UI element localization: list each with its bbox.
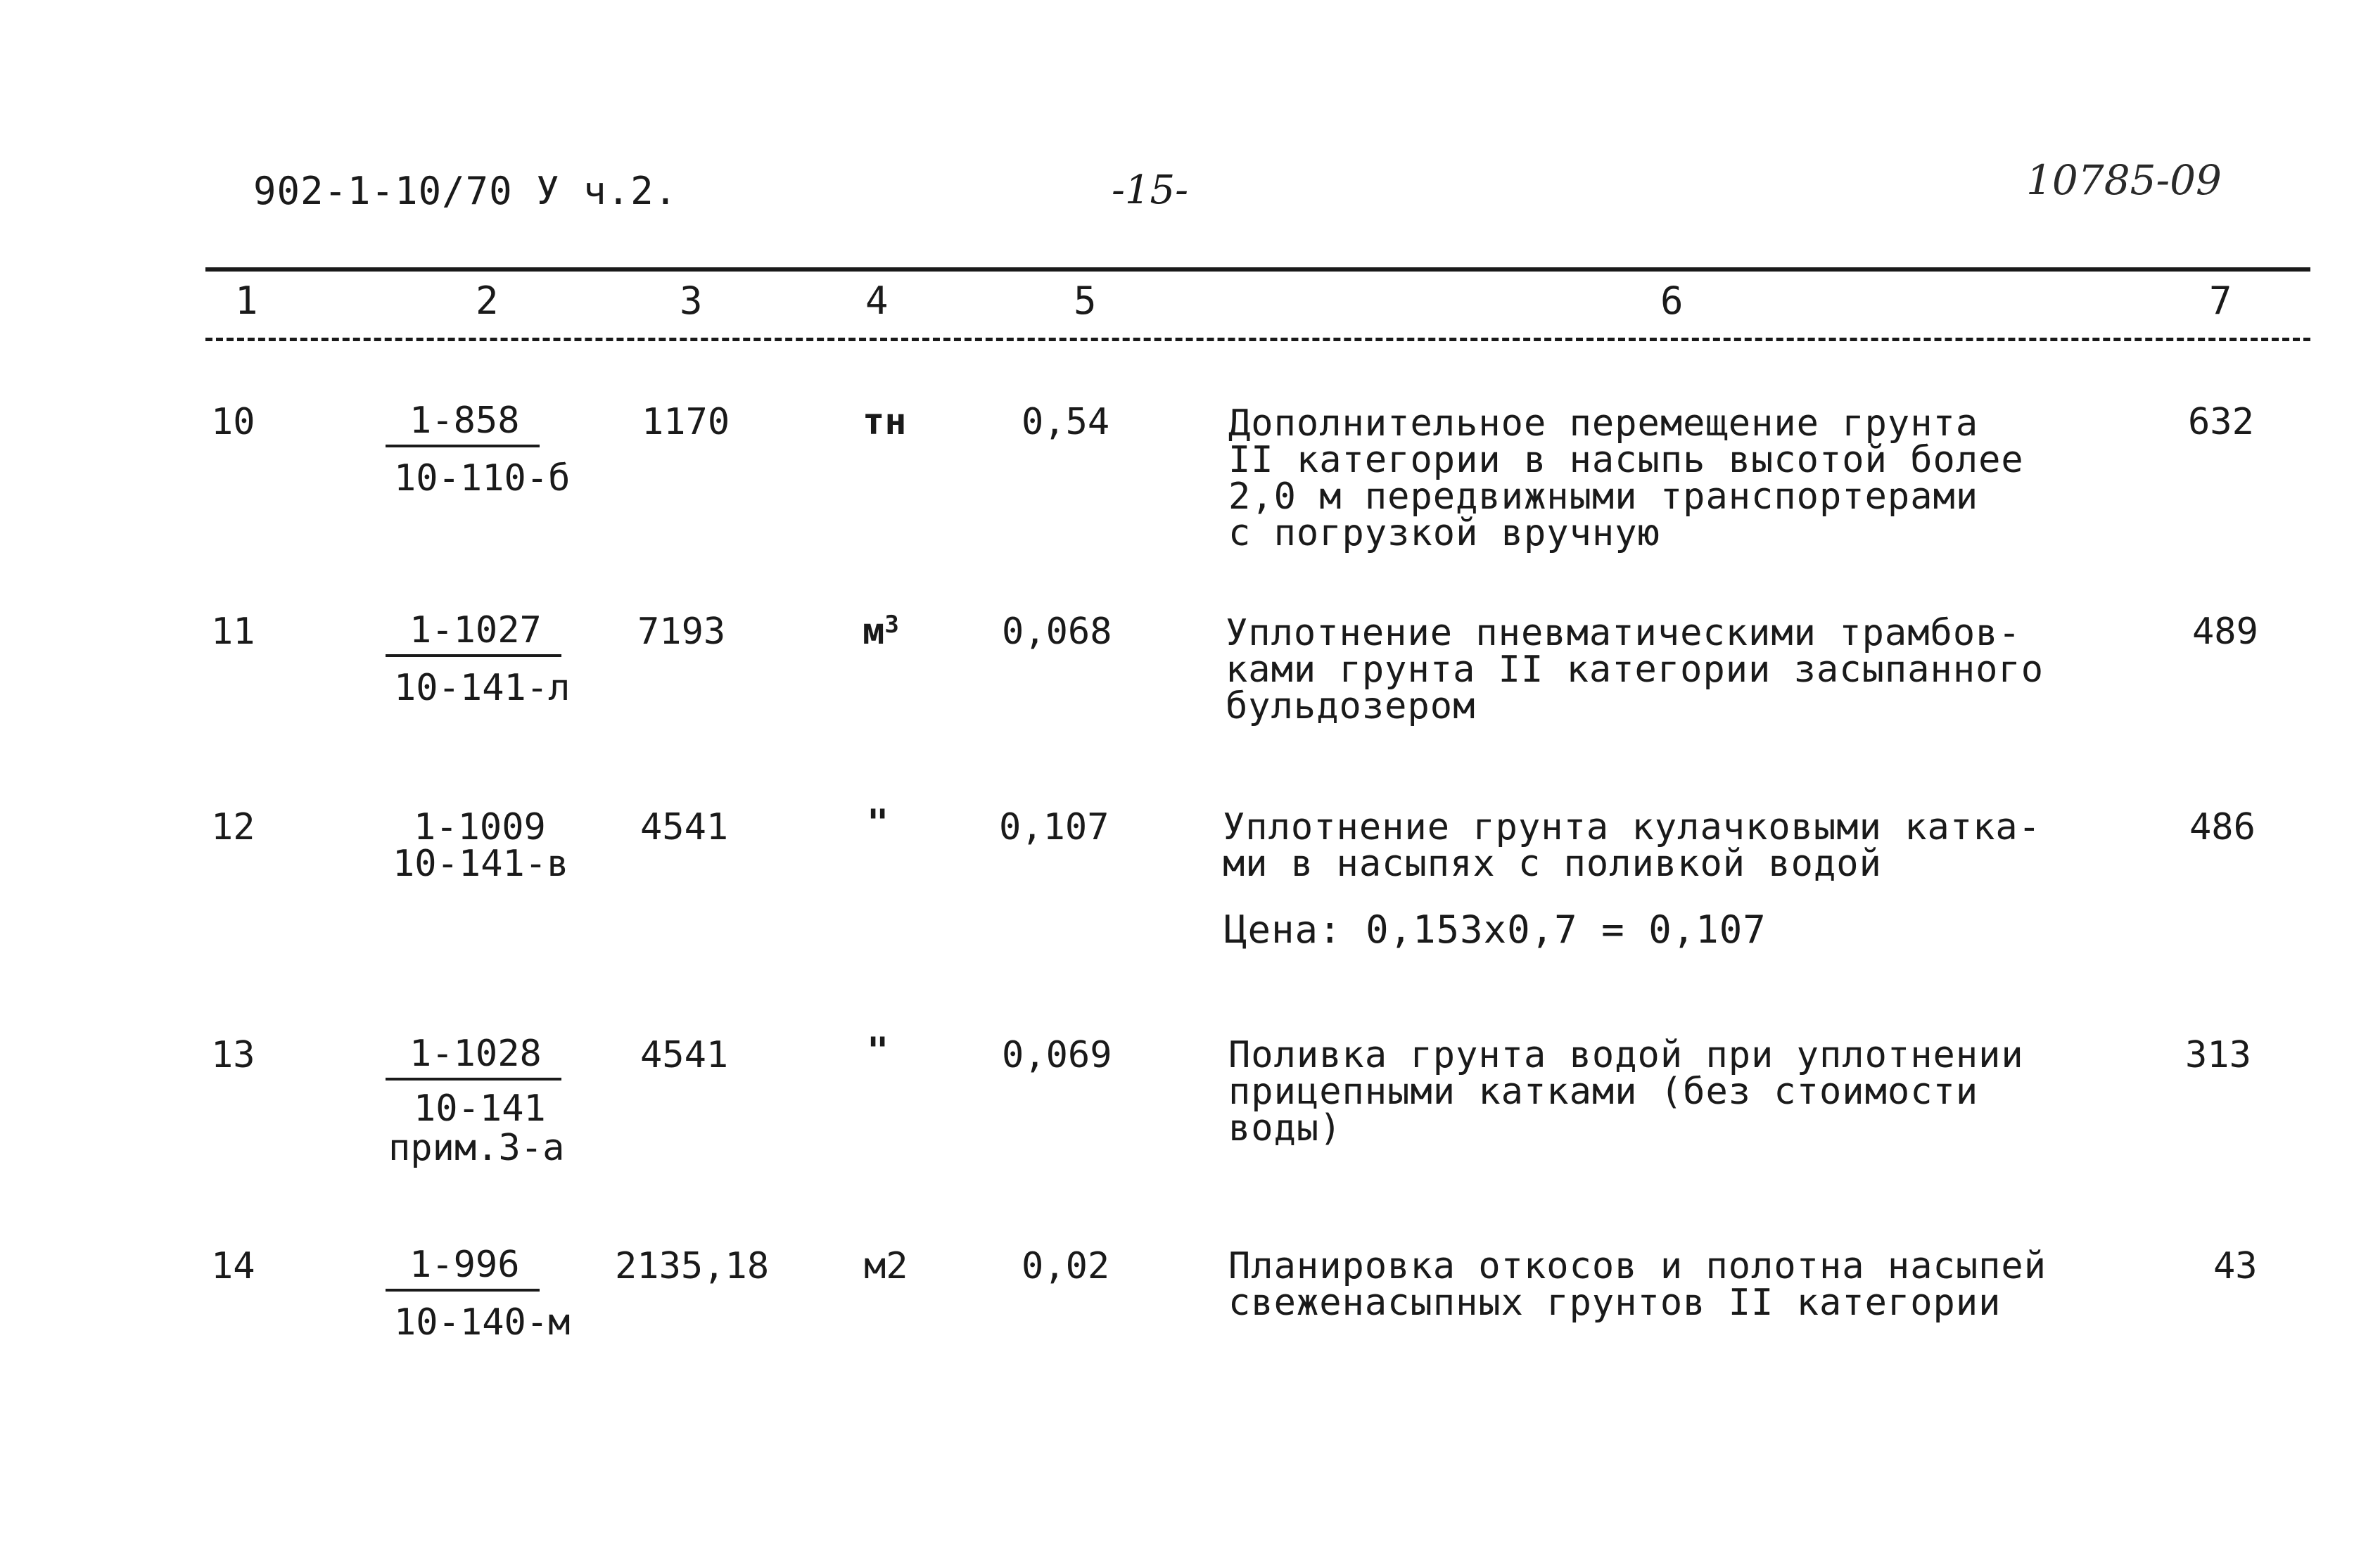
- norm-reference: 10-141-в: [393, 843, 569, 885]
- column-header-4: 4: [865, 279, 889, 323]
- unit-price: 0,54: [1022, 401, 1110, 443]
- column-header-2: 2: [476, 279, 499, 323]
- quantity: 7193: [637, 611, 726, 653]
- description-line: с погрузкой вручную: [1228, 512, 1660, 554]
- quantity: 4541: [640, 806, 729, 848]
- norm-code: 1-1028: [386, 1033, 561, 1081]
- quantity: 1170: [642, 401, 730, 443]
- description-line: ми в насыпях с поливкой водой: [1223, 843, 1882, 885]
- document-code: 902-1-10/70 У ч.2.: [253, 169, 678, 213]
- description-line: II категории в насыпь высотой более: [1228, 439, 2024, 481]
- quantity: 2135,18: [615, 1245, 770, 1287]
- column-header-1: 1: [235, 279, 258, 323]
- total-cost: 489: [2192, 611, 2258, 653]
- description-line: Поливка грунта водой при уплотнении: [1228, 1034, 2024, 1076]
- description-line: Дополнительное перемещение грунта: [1228, 402, 1979, 445]
- row-number: 13: [211, 1034, 255, 1076]
- work-description: [1226, 612, 2070, 727]
- unit-ditto: [867, 802, 889, 844]
- row-number: 11: [211, 611, 255, 653]
- row-number: 12: [211, 806, 255, 848]
- table-header-rule: [205, 338, 2310, 341]
- description-line: бульдозером: [1226, 685, 1476, 727]
- description-line: Планировка откосов и полотна насыпей: [1228, 1245, 2047, 1287]
- unit-price: 0,107: [999, 806, 1109, 848]
- column-header-3: 3: [680, 279, 703, 323]
- description-line: свеженасыпных грунтов II категории: [1228, 1282, 2002, 1324]
- unit-ditto: [867, 1030, 889, 1072]
- work-description: [1223, 806, 2067, 885]
- total-cost: 313: [2185, 1034, 2251, 1076]
- norm-code: 1-1009: [414, 806, 546, 848]
- total-cost: 632: [2188, 401, 2254, 443]
- work-description: [1228, 1034, 2073, 1149]
- description-line: ками грунта II категории засыпанного: [1226, 649, 2044, 691]
- unit: [863, 611, 899, 653]
- unit-text: м: [863, 611, 885, 653]
- description-line: воды): [1228, 1107, 1342, 1149]
- description-line: прицепными катками (без стоимости: [1228, 1071, 1979, 1113]
- norm-code: 1-996: [386, 1244, 540, 1292]
- description-line: Уплотнение пневматическими трамбов-: [1226, 612, 2021, 654]
- unit-price: 0,02: [1022, 1245, 1110, 1287]
- work-description: [1228, 402, 2073, 554]
- unit-text: ": [867, 1030, 889, 1072]
- work-description: [1228, 1245, 2073, 1324]
- unit-price: 0,068: [1002, 611, 1112, 653]
- unit-text: м2: [864, 1245, 908, 1287]
- archive-number: 10785-09: [2026, 156, 2222, 204]
- row-number: 14: [211, 1245, 255, 1287]
- description-line: Уплотнение грунта кулачковыми катка-: [1223, 806, 2042, 848]
- page-number: -15-: [1112, 167, 1189, 213]
- norm-code: 1-858: [386, 400, 540, 447]
- column-header-5: 5: [1074, 279, 1097, 323]
- price-calculation: Цена: 0,153х0,7 = 0,107: [1224, 907, 1767, 952]
- unit-text: ": [867, 802, 889, 844]
- norm-code: 1-1027: [386, 609, 561, 657]
- quantity: 4541: [640, 1034, 729, 1076]
- total-cost: 43: [2213, 1245, 2258, 1287]
- unit-price: 0,069: [1002, 1034, 1112, 1076]
- column-header-6: 6: [1660, 279, 1684, 323]
- norm-reference: 10-141-л: [394, 667, 571, 709]
- description-line: 2,0 м передвижными транспортерами: [1228, 476, 1979, 518]
- unit-superscript: 3: [884, 611, 899, 639]
- norm-reference: 10-110-б: [394, 457, 571, 499]
- norm-note: прим.3-а: [388, 1127, 565, 1169]
- unit: [863, 401, 907, 443]
- column-header-7: 7: [2209, 279, 2232, 323]
- total-cost: 486: [2189, 806, 2256, 848]
- norm-reference: 10-141: [414, 1088, 546, 1130]
- norm-reference: 10-140-м: [394, 1301, 571, 1344]
- table-top-rule: [205, 267, 2310, 272]
- unit-text: тн: [863, 401, 907, 443]
- row-number: 10: [211, 401, 255, 443]
- unit: [864, 1245, 908, 1287]
